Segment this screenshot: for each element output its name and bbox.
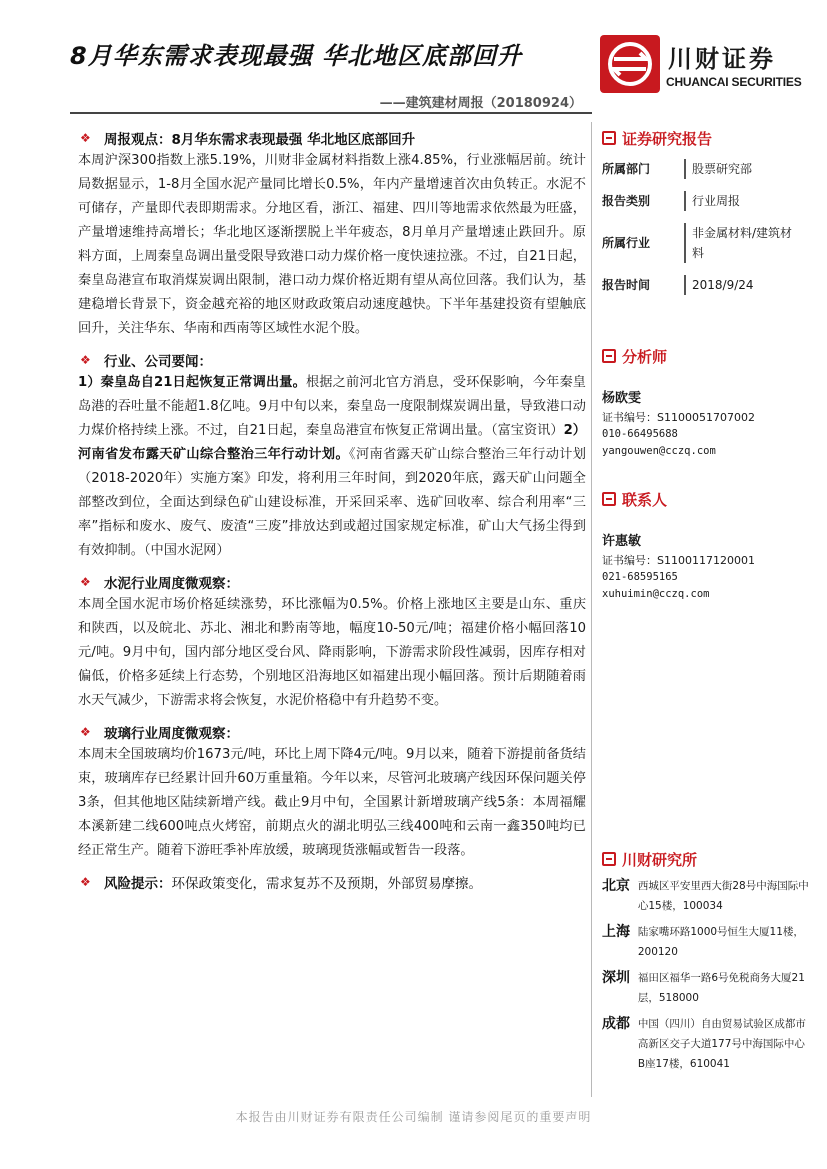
logo-text-en: CHUANCAI SECURITIES xyxy=(666,75,802,89)
logo-emblem-icon xyxy=(600,35,660,93)
info-row: 所属行业 非金属材料/建筑材料 xyxy=(602,223,812,263)
institute-icon xyxy=(602,852,616,866)
contact-name: 许惠敏 xyxy=(602,534,642,549)
news-item-text: 根据之前河北官方消息，受环保影响，今年秦皇岛港的吞吐量不能超1.8亿吨。9月中旬以来，秦皇岛一度限制煤炭调出量，导致港口动力煤价格持续上涨。不过，自21日起，秦皇岛港宣布恢复正常调出量。（富宝资讯） xyxy=(78,375,586,438)
diamond-bullet-icon: ❖ xyxy=(80,575,91,589)
diamond-bullet-icon: ❖ xyxy=(80,353,91,367)
section-heading-text: 行业、公司要闻： xyxy=(104,354,212,370)
news-item-text: 《河南省露天矿山综合整治三年行动计划（2018-2020年）实施方案》印发，将利用三年时间，到2020年底，露天矿山问题全部整改到位，全面达到绿色矿山建设标准，开采回采率、选矿回收率、综合利用率“三率”指标和废水、废气、废渣“三废”排放达到或超过国家规定标准，矿山大气扬尘得到有效抑制。（中国水泥网） xyxy=(78,447,586,558)
main-content xyxy=(78,127,586,893)
analyst-phone: 010-66495688 xyxy=(602,428,678,440)
page-header xyxy=(0,0,827,120)
contact-email[interactable]: xuhuimin@cczq.com xyxy=(602,588,710,600)
report-icon xyxy=(602,131,616,145)
sidebar-heading: 川财研究所 xyxy=(602,848,812,870)
news-item-title: 2）河南省发布露天矿山综合整治三年行动计划。 xyxy=(78,423,586,462)
risk-text: 环保政策变化，需求复苏不及预期，外部贸易摩擦。 xyxy=(171,876,482,892)
office-address: 成都 中国（四川）自由贸易试验区成都市高新区交子大道177号中海国际中心B座17楼，610041 xyxy=(602,1016,806,1070)
diamond-bullet-icon: ❖ xyxy=(80,875,91,889)
section-heading xyxy=(80,127,586,149)
diamond-bullet-icon: ❖ xyxy=(80,131,91,145)
info-row: 所属部门 股票研究部 xyxy=(602,159,812,179)
section-heading xyxy=(80,721,586,743)
document-subtitle: ——建筑建材周报（20180924） xyxy=(379,96,582,111)
analyst-icon xyxy=(602,349,616,363)
info-row: 报告时间 2018/9/24 xyxy=(602,275,812,295)
company-logo xyxy=(600,35,800,95)
section-heading-text: 周报观点：8月华东需求表现最强 华北地区底部回升 xyxy=(104,132,416,148)
section-heading-text: 玻璃行业周度微观察： xyxy=(104,726,239,742)
contact-icon xyxy=(602,492,616,506)
sidebar-heading: 联系人 xyxy=(602,488,812,510)
section-heading-text: 水泥行业周度微观察： xyxy=(104,576,239,592)
office-address: 北京 西城区平安里西大街28号中海国际中心15楼，100034 xyxy=(602,878,809,912)
info-row: 报告类别 行业周报 xyxy=(602,191,812,211)
contact-cert: 证书编号：S1100117120001 xyxy=(602,554,755,567)
section-heading xyxy=(80,349,586,371)
diamond-bullet-icon: ❖ xyxy=(80,725,91,739)
analyst-email[interactable]: yangouwen@cczq.com xyxy=(602,445,716,457)
section-heading xyxy=(80,871,586,893)
sidebar-heading: 分析师 xyxy=(602,345,812,367)
logo-text-cn: 川财证券 xyxy=(668,45,776,73)
analyst-name: 杨欧雯 xyxy=(602,391,642,406)
office-address: 深圳 福田区福华一路6号免税商务大厦21层，518000 xyxy=(602,970,805,1004)
industry-news-paragraph xyxy=(78,371,586,563)
title-divider xyxy=(70,112,592,114)
cement-paragraph: 本周全国水泥市场价格延续涨势，环比涨幅为0.5%。价格上涨地区主要是山东、重庆和陕西，以及皖北、苏北、湘北和黔南等地，幅度10-50元/吨；福建价格小幅回落10元/吨。9月中旬，国内部分地区受台风、降雨影响，下游需求阶段性减弱，因库存相对偏低，价格多延续上行态势，个别地区沿海地区如福建出现小幅回落。预计后期随着雨水天气减少，下游需求将会恢复，水泥价格稳中有升趋势不变。 xyxy=(78,597,586,708)
analyst-cert: 证书编号：S1100051707002 xyxy=(602,411,755,424)
glass-paragraph: 本周末全国玻璃均价1673元/吨，环比上周下降4元/吨。9月以来，随着下游提前备货结束，玻璃库存已经累计回升60万重量箱。今年以来，尽管河北玻璃产线因环保问题关停3条，但其他地区陆续新增产线。截止9月中旬，全国累计新增玻璃产线5条：本周福耀本溪新建二线600吨点火烤窑，前期点火的湖北明弘三线400吨和云南一鑫350吨均已经正常生产。随着下游旺季补库放缓，玻璃现货涨幅或暂告一段落。 xyxy=(78,747,586,858)
analyst-panel xyxy=(602,345,812,460)
section-heading xyxy=(80,571,586,593)
contact-phone: 021-68595165 xyxy=(602,571,678,583)
weekly-view-paragraph: 本周沪深300指数上涨5.19%，川财非金属材料指数上涨4.85%，行业涨幅居前。统计局数据显示，1-8月全国水泥产量同比增长0.5%，年内产量增速首次由负转正。水泥不可储存，产量即代表即期需求。分地区看，浙江、福建、四川等地需求依然最为旺盛，产量增速维持高增长；华北地区逐渐摆脱上半年疲态，8月单月产量增速止跌回升。原料方面，上周秦皇岛调出量受限导致港口动力煤价格一度快速拉涨。不过，自21日起，秦皇岛港宣布取消煤炭调出限制，港口动力煤价格近期有望从高位回落。我们认为，基建稳增长背景下，资金越充裕的地区财政政策启动速度越快。下半年基建投资有望触底回升，关注华东、华南和西南等区域性水泥个股。 xyxy=(78,153,586,336)
page-footer: 本报告由川财证券有限责任公司编制 谨请参阅尾页的重要声明 xyxy=(235,1110,592,1124)
office-address: 上海 陆家嘴环路1000号恒生大厦11楼，200120 xyxy=(602,924,804,958)
report-info-panel xyxy=(602,127,812,295)
column-divider xyxy=(591,122,592,1097)
document-title: 8月华东需求表现最强 华北地区底部回升 xyxy=(70,42,523,70)
news-item-title: 1）秦皇岛自21日起恢复正常调出量。 xyxy=(78,375,306,390)
sidebar-heading: 证券研究报告 xyxy=(602,127,812,149)
section-heading-text: 风险提示： xyxy=(104,876,172,892)
institute-panel xyxy=(602,848,812,1080)
contact-panel xyxy=(602,488,812,603)
